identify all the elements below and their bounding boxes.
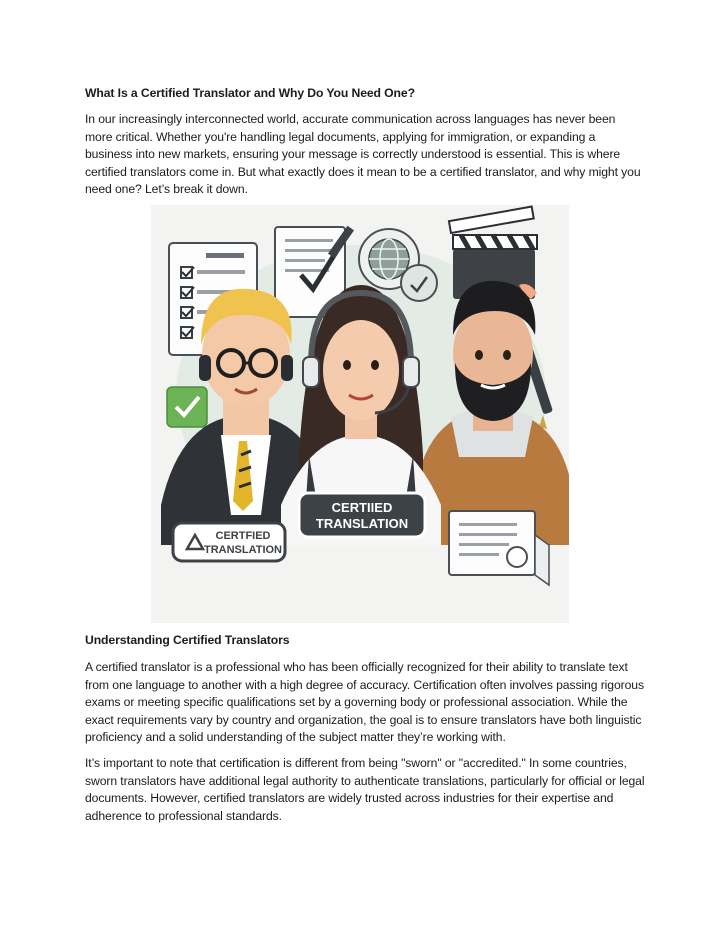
certified-translation-illustration (151, 205, 569, 623)
badge-center-line1: CERTIIED (331, 500, 393, 515)
badge-center-line2: TRANSLATION (315, 516, 409, 531)
illustration-graphic (151, 205, 569, 623)
section-heading-certified-translator: What Is a Certified Translator and Why Do You Need One? (85, 86, 415, 100)
green-check-icon (167, 387, 207, 427)
certified-translation-badge-center (299, 493, 425, 537)
badge-left-line2: TRANSLATION (203, 544, 283, 556)
intro-paragraph: In our increasingly interconnected world, accurate communication across languages has never been more critical. Whether you're handling legal documents, applying for immigration, or expanding a business into new markets, ensuring your message is correctly understood is essential. This is where certified translators come in. But what exactly does it mean to be a certified translator, and why might you need one? Let’s break it down. (85, 112, 641, 197)
certificate-document-icon (449, 511, 549, 585)
definition-paragraph: A certified translator is a professional who has been officially recognized for their ability to translate text from one language to another with a high degree of accuracy. Certification often involves passing rigorous exams or meeting specific qualifications set by a governing body or professional association. While the exact requirements vary by country and organization, the goal is to ensure translators have both linguistic proficiency and a solid understanding of the subject matter they’re working with. (85, 660, 644, 745)
badge-left-line1: CERTFIED (215, 530, 271, 542)
certified-translation-badge-left (173, 523, 285, 561)
sworn-vs-certified-paragraph: It’s important to note that certification is different from being "sworn" or "accredited." In some countries, sworn translators have additional legal authority to authenticate translations, particularly for official or legal documents. However, certified translators are widely trusted across industries for their expertise and adherence to professional standards. (85, 756, 645, 823)
section-heading-understanding: Understanding Certified Translators (85, 633, 290, 647)
